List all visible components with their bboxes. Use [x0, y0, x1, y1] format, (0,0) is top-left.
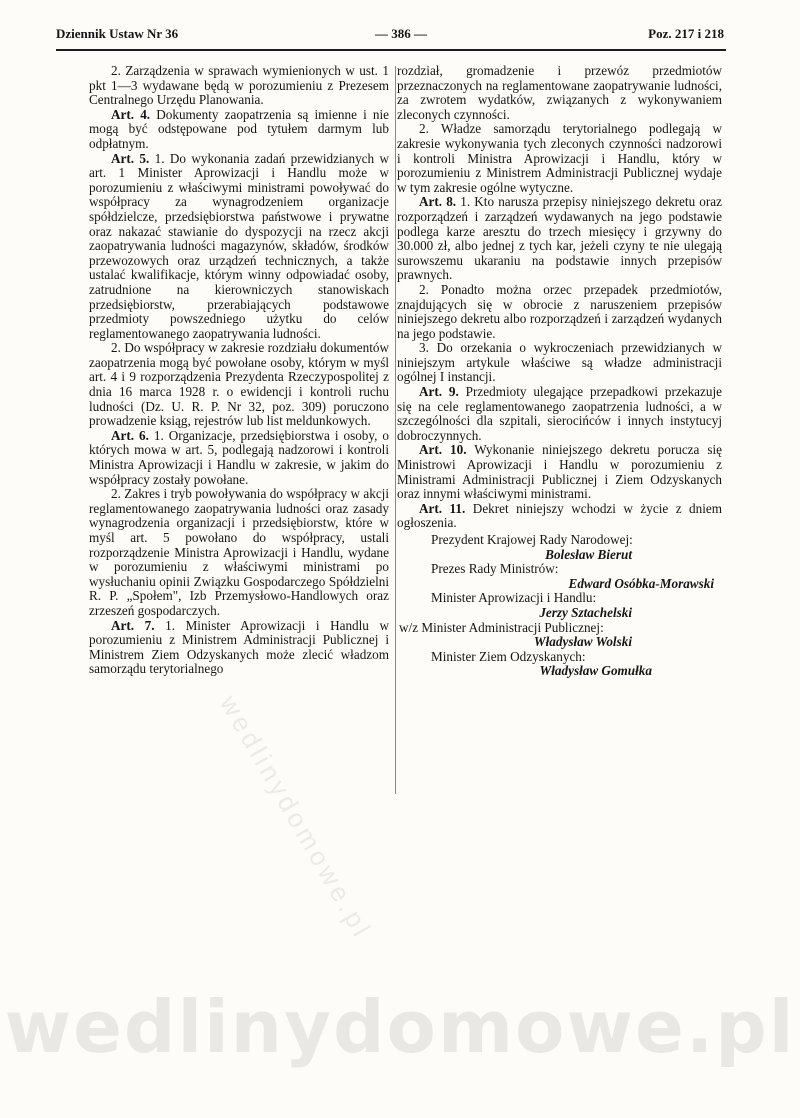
- signature-block: [397, 533, 722, 679]
- column-divider: [395, 66, 396, 794]
- signature-role: Prezydent Krajowej Rady Narodowej:: [431, 532, 633, 547]
- signature-role: Minister Aprowizacji i Handlu:: [431, 590, 597, 606]
- diagonal-watermark: wedlinydomowe.pl: [214, 690, 379, 945]
- left-column: [89, 64, 389, 677]
- article-8-par-1: Art. 8. 1. Kto narusza przepisy niniejszego dekretu oraz rozporządzeń i zarządzeń wydawanych na jego podstawie podlega karze aresztu do trzech miesięcy i grzywny do 30.000 zł, albo jednej z tych kar, jeżeli czyny te nie ulegają surowszemu ukaraniu na podstawie innych przepisów prawnych.: [397, 194, 722, 283]
- article-6-par-1: Art. 6. 1. Organizacje, przedsiębiorstwa i osoby, o których mowa w art. 5, podlegają nadzorowi i kontroli Ministra Aprowizacji i Handlu w zakresie, w jakim do współpracy zostały powołane.: [89, 427, 389, 487]
- article-4: Art. 4. Dokumenty zaopatrzenia są imienne i nie mogą być odstępowane pod tytułem darmym lub odpłatnym.: [89, 106, 389, 151]
- signature-role: Prezes Rady Ministrów:: [431, 561, 559, 577]
- bottom-watermark: wedlinydomowe.pl: [4, 985, 796, 1069]
- signature-name: Edward Osóbka-Morawski: [568, 575, 714, 591]
- signature-name: Władysław Gomułka: [539, 663, 652, 679]
- article-7-par-2: 2. Władze samorządu terytorialnego podlegają w zakresie wykonywania tych zleconych czynności nadzorowi i kontroli Ministra Aprowizacji i Handlu, który w porozumieniu z Ministrem Administracji Publicznej wydaje w tym zakresie ogólne wytyczne.: [397, 121, 722, 195]
- article-6-par-2: 2. Zakres i tryb powoływania do współpracy w akcji reglamentowanego zaopatrywania ludności oraz zasady wynagrodzenia organizacji i przedsiębiorstw, które w myśl art. 5 powołano do współpracy, ustali rozporządzenie Ministra Aprowizacji i Handlu, wydane w porozumieniu z właściwymi ministrami po wysłuchaniu opinii Związku Gospodarczego Spółdzielni R. P. „Społem", Izb Przemysłowo-Handlowych oraz zrzeszeń gospodarczych.: [89, 486, 389, 618]
- position-reference: Poz. 217 i 218: [648, 26, 724, 41]
- signature-name: Władysław Wolski: [533, 634, 632, 650]
- article-5-par-1: Art. 5. 1. Do wykonania zadań przewidzianych w art. 1 Minister Aprowizacji i Handlu może w porozumieniu z właściwymi ministrami powoływać do współpracy za wynagrodzeniem organizacje spółdzielcze, przedsiębiorstwa państwowe i prywatne oraz nakazać stawianie do dyspozycji na rzecz akcji zaopatrywania ludności magazynów, składów, środków przewozowych oraz urządzeń technicznych, a także ustalać kwalifikacje, którym winny odpowiadać osoby, zatrudnione na kierowniczych stanowiskach przedsiębiorstw, przerabiających podstawowe przedmioty powszedniego użytku do celów reglamentowanego zaopatrywania ludności.: [89, 150, 389, 341]
- article-10: Art. 10. Wykonanie niniejszego dekretu porucza się Ministrowi Aprowizacji i Handlu w porozumieniu z Ministrami Administracji Publicznej i Ziem Odzyskanych oraz innymi właściwymi ministrami.: [397, 442, 722, 502]
- article-5-par-2: 2. Do współpracy w zakresie rozdziału dokumentów zaopatrzenia mogą być powołane osoby, którym w myśl art. 4 i 9 rozporządzenia Prezydenta Rzeczypospolitej z dnia 16 marca 1928 r. o ewidencji i kontroli ruchu ludności (Dz. U. R. P. Nr 32, poz. 309) poruczono prowadzenie ksiąg, rejestrów lub list meldunkowych.: [89, 340, 389, 429]
- paragraph: 2. Zarządzenia w sprawach wymienionych w ust. 1 pkt 1—3 wydawane będą w porozumieniu z Prezesem Centralnego Urzędu Planowania.: [89, 63, 389, 108]
- right-column: [397, 64, 722, 679]
- paragraph-continuation: rozdział, gromadzenie i przewóz przedmiotów przeznaczonych na reglamentowane zaopatrywanie ludności, za zwrotem wydatków, związanych z wykonywaniem zleconych czynności.: [397, 63, 722, 122]
- page-header: [56, 26, 724, 46]
- page-number: — 386 —: [375, 26, 427, 41]
- article-11: Art. 11. Dekret niniejszy wchodzi w życie z dniem ogłoszenia.: [397, 500, 723, 531]
- article-8-par-3: 3. Do orzekania o wykroczeniach przewidzianych w niniejszym artykule właściwe są władze administracji ogólnej I instancji.: [397, 340, 722, 385]
- article-9: Art. 9. Przedmioty ulegające przepadkowi przekazuje się na cele reglamentowanego zaopatrzenia ludności, a w szczególności dla szpitali, sierocińców i innych instytucyj dobroczynnych.: [397, 384, 723, 443]
- signature-role: w/z Minister Administracji Publicznej:: [399, 619, 604, 635]
- article-8-par-2: 2. Ponadto można orzec przepadek przedmiotów, znajdujących się w obrocie z naruszeniem przepisów niniejszego dekretu albo rozporządzeń i zarządzeń wydanych na jego podstawie.: [397, 281, 722, 341]
- article-7-par-1: Art. 7. 1. Minister Aprowizacji i Handlu w porozumieniu z Ministrem Administracji Publicznej i Ministrem Ziem Odzyskanych może zlecić władzom samorządu terytorialnego: [89, 617, 389, 677]
- signature-name: Jerzy Sztachelski: [539, 604, 632, 620]
- signature-name: Bolesław Bierut: [545, 546, 632, 562]
- journal-title: Dziennik Ustaw Nr 36: [56, 26, 179, 41]
- signature-role: Minister Ziem Odzyskanych:: [431, 648, 586, 664]
- header-rule: [56, 49, 726, 51]
